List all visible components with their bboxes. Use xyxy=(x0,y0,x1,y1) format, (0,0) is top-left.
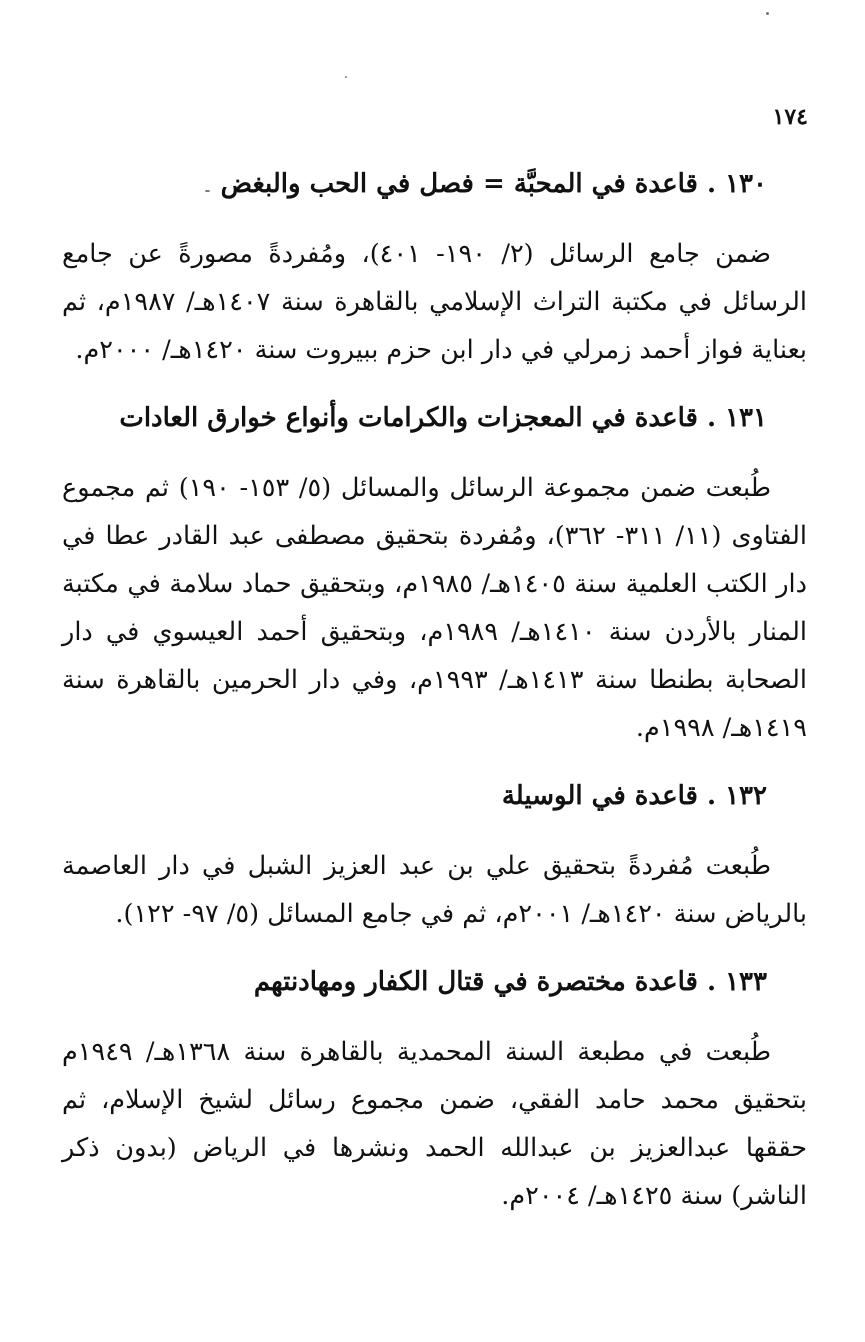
page-number: ١٧٤ xyxy=(772,104,808,130)
entry-133 xyxy=(62,962,807,1220)
entry-body: طُبعت مُفردةً بتحقيق علي بن عبد العزيز الشبل في دار العاصمة بالرياض سنة ١٤٢٠هـ/ ٢٠٠١م، ثم في جامع المسائل (٥/ ٩٧- ١٢٢). xyxy=(62,851,807,929)
entry-body: طُبعت ضمن مجموعة الرسائل والمسائل (٥/ ١٥٣- ١٩٠) ثم مجموع الفتاوى (١١/ ٣١١- ٣٦٢)، ومُفردة بتحقيق مصطفى عبد القادر عطا في دار الكتب العلمية سنة ١٤٠٥هـ/ ١٩٨٥م، وبتحقيق حماد سلامة في مكتبة المنار بالأردن سنة ١٤١٠هـ/ ١٩٨٩م، وبتحقيق أحمد العيسوي في دار الصحابة بطنطا سنة ١٤١٣هـ/ ١٩٩٣م، وفي دار الحرمين بالقاهرة سنة ١٤١٩هـ/ ١٩٩٨م. xyxy=(62,473,807,743)
entry-132 xyxy=(62,776,807,938)
scan-speck xyxy=(345,76,347,78)
entry-title: ١٣١ . قاعدة في المعجزات والكرامات وأنواع خوارق العادات xyxy=(119,403,767,433)
entry-title: ١٣٠ . قاعدة في المحبَّة = فصل في الحب والبغض xyxy=(220,169,767,199)
entry-body: طُبعت في مطبعة السنة المحمدية بالقاهرة سنة ١٣٦٨هـ/ ١٩٤٩م بتحقيق محمد حامد الفقي، ضمن مجموع رسائل لشيخ الإسلام، ثم حققها عبدالعزيز بن عبدالله الحمد ونشرها في الرياض (بدون ذكر الناشر) سنة ١٤٢٥هـ/ ٢٠٠٤م. xyxy=(62,1037,807,1211)
entry-title: ١٣٢ . قاعدة في الوسيلة xyxy=(501,781,767,811)
entry-title: ١٣٣ . قاعدة مختصرة في قتال الكفار ومهادنتهم xyxy=(253,967,767,997)
entry-131 xyxy=(62,398,807,752)
scan-speck xyxy=(766,12,769,15)
entry-130 xyxy=(62,164,807,374)
page-content xyxy=(62,150,807,1244)
entry-body: ضمن جامع الرسائل (٢/ ١٩٠- ٤٠١)، ومُفردةً مصورةً عن جامع الرسائل في مكتبة التراث الإسلامي بالقاهرة سنة ١٤٠٧هـ/ ١٩٨٧م، ثم بعناية فواز أحمد زمرلي في دار ابن حزم ببيروت سنة ١٤٢٠هـ/ ٢٠٠٠م. xyxy=(62,239,807,365)
